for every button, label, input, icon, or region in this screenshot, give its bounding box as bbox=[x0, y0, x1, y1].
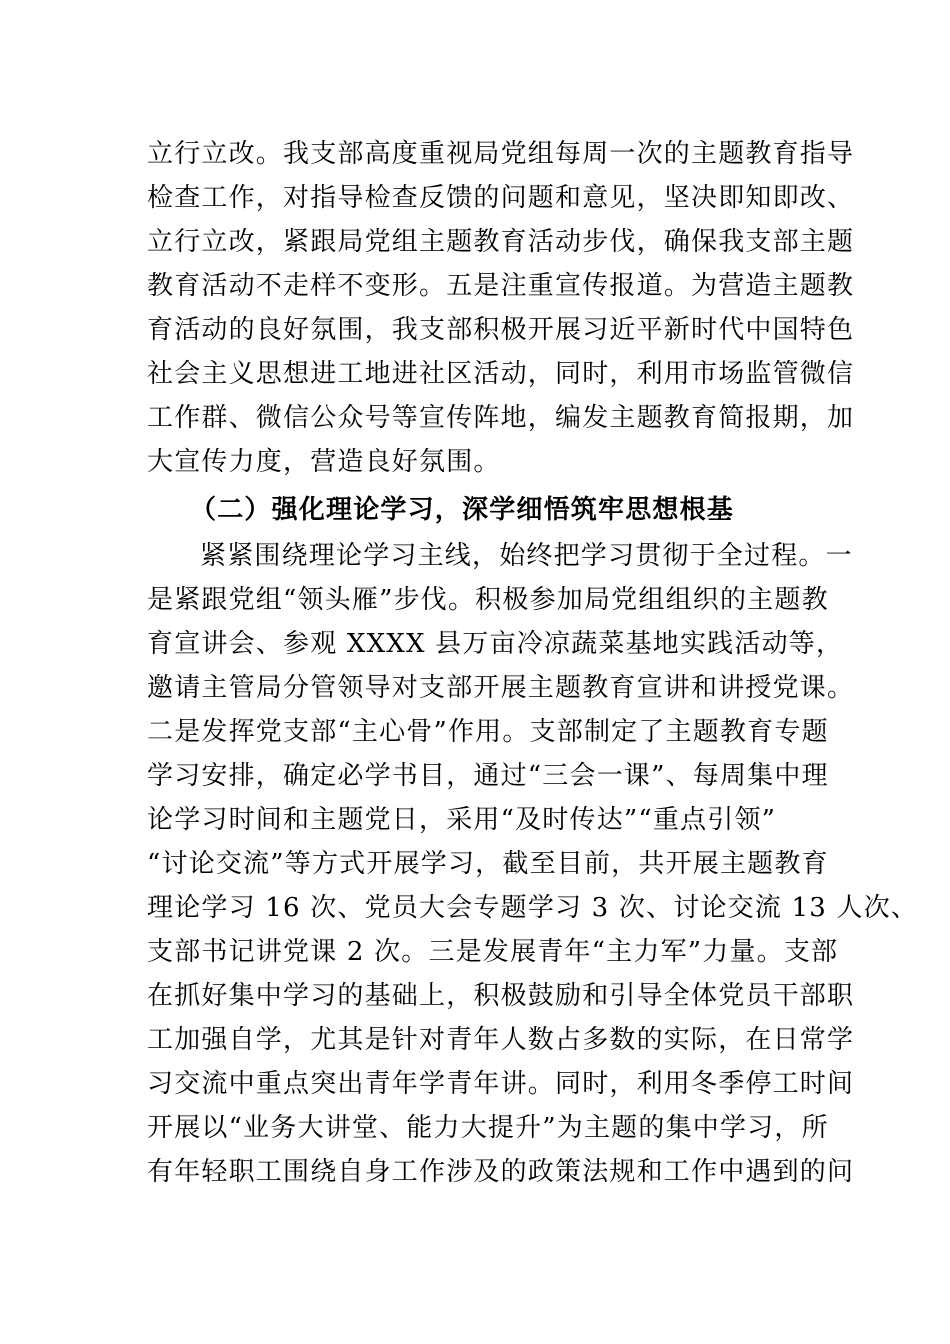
paragraph-line: 在抓好集中学习的基础上，积极鼓励和引导全体党员干部职 bbox=[147, 981, 855, 1011]
paragraph-line: 开展以“业务大讲堂、能力大提升”为主题的集中学习，所 bbox=[147, 1113, 829, 1143]
paragraph-line: 大宣传力度，营造良好氛围。 bbox=[147, 447, 501, 477]
paragraph-line: 论学习时间和主题党日，采用“及时传达”“重点引领” bbox=[147, 805, 777, 835]
paragraph-line: 工作群、微信公众号等宣传阵地，编发主题教育简报期，加 bbox=[147, 403, 855, 433]
paragraph-line: “讨论交流”等方式开展学习，截至目前，共开展主题教育 bbox=[147, 849, 829, 879]
paragraph-line: 有年轻职工围绕自身工作涉及的政策法规和工作中遇到的问 bbox=[147, 1157, 855, 1187]
paragraph-line: 支部书记讲党课 2 次。三是发展青年“主力军”力量。支部 bbox=[147, 937, 839, 967]
paragraph-line: 理论学习 16 次、党员大会专题学习 3 次、讨论交流 13 人次、 bbox=[147, 893, 919, 923]
paragraph-line: 育活动的良好氛围，我支部积极开展习近平新时代中国特色 bbox=[147, 315, 855, 345]
paragraph-line: 育宣讲会、参观 XXXX 县万亩冷凉蔬菜基地实践活动等， bbox=[147, 629, 844, 659]
paragraph-line: 学习安排，确定必学书目，通过“三会一课”、每周集中理 bbox=[147, 761, 829, 791]
paragraph-line: 社会主义思想进工地进社区活动，同时，利用市场监管微信 bbox=[147, 359, 855, 389]
paragraph-line: 教育活动不走样不变形。五是注重宣传报道。为营造主题教 bbox=[147, 271, 855, 301]
paragraph-line: 二是发挥党支部“主心骨”作用。支部制定了主题教育专题 bbox=[147, 717, 829, 747]
paragraph-line: 立行立改。我支部高度重视局党组每周一次的主题教育指导 bbox=[147, 139, 855, 169]
paragraph-line: 是紧跟党组“领头雁”步伐。积极参加局党组组织的主题教 bbox=[147, 585, 829, 615]
paragraph-line: 工加强自学，尤其是针对青年人数占多数的实际，在日常学 bbox=[147, 1025, 855, 1055]
paragraph-line: 邀请主管局分管领导对支部开展主题教育宣讲和讲授党课。 bbox=[147, 673, 855, 703]
paragraph-line: 检查工作，对指导检查反馈的问题和意见，坚决即知即改、 bbox=[147, 183, 855, 213]
paragraph-line: 立行立改，紧跟局党组主题教育活动步伐，确保我支部主题 bbox=[147, 227, 855, 257]
paragraph-line: 紧紧围绕理论学习主线，始终把学习贯彻于全过程。一 bbox=[200, 541, 853, 571]
paragraph-line: 习交流中重点突出青年学青年讲。同时，利用冬季停工时间 bbox=[147, 1069, 855, 1099]
section-heading: （二）强化理论学习，深学细悟筑牢思想根基 bbox=[190, 495, 735, 525]
